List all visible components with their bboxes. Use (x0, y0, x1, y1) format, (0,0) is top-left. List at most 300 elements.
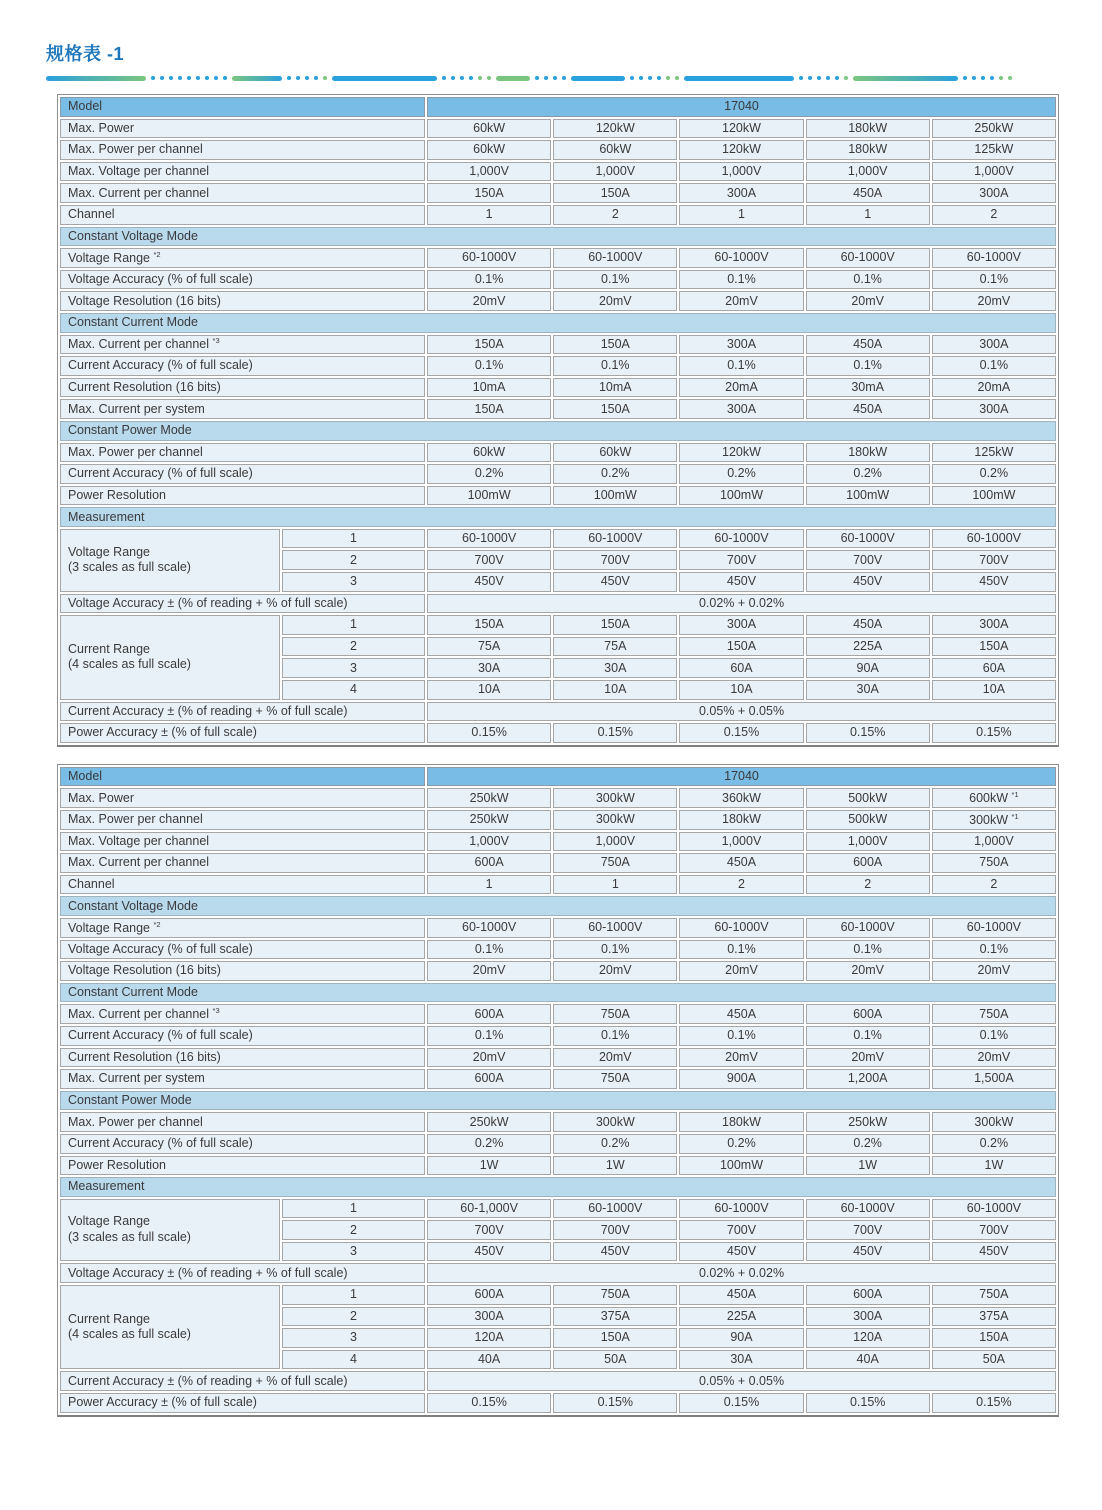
section-row (60, 1177, 1056, 1197)
separator-dash (232, 76, 282, 81)
spec-value: 600A (806, 1285, 930, 1305)
spec-value: 750A (932, 1004, 1056, 1024)
row-label: Current Accuracy ± (% of reading + % of full scale) (60, 1371, 425, 1391)
spec-value: 150A (679, 637, 803, 657)
spec-value: 0.2% (553, 464, 677, 484)
data-row (60, 723, 1056, 743)
separator-dot (666, 76, 670, 80)
decorative-separator (46, 75, 1056, 81)
spec-value: 100mW (806, 486, 930, 506)
spec-value: 0.1% (932, 270, 1056, 290)
group-label-line: (3 scales as full scale) (68, 560, 191, 575)
row-label: Channel (60, 205, 425, 225)
spec-value: 600A (806, 1004, 930, 1024)
section-row (60, 896, 1056, 916)
data-row (60, 810, 1056, 830)
separator-dot (151, 76, 155, 80)
spec-value: 50A (932, 1350, 1056, 1370)
spec-value: 180kW (806, 443, 930, 463)
spec-value: 700V (806, 1220, 930, 1240)
row-label: Model (60, 767, 425, 787)
spec-value: 60-1000V (806, 1199, 930, 1219)
row-label: Max. Current per channel (60, 853, 425, 873)
separator-dot (178, 76, 182, 80)
spec-value: 120kW (679, 443, 803, 463)
spec-value: 2 (806, 875, 930, 895)
spec-value: 60-1000V (553, 248, 677, 268)
row-label: Voltage Range $^{*2}$ (60, 918, 425, 938)
data-row (60, 205, 1056, 225)
span-row (60, 1263, 1056, 1283)
spec-value: 120A (427, 1328, 551, 1348)
spec-value: 450V (427, 1242, 551, 1262)
spec-value: 10A (427, 680, 551, 700)
row-label: Current Accuracy (% of full scale) (60, 1134, 425, 1154)
spec-value: 60-1000V (932, 248, 1056, 268)
section-row (60, 983, 1056, 1003)
spec-value: 300A (932, 183, 1056, 203)
separator-dot (535, 76, 539, 80)
scale-number: 3 (282, 1328, 425, 1348)
spec-value: 0.2% (427, 1134, 551, 1154)
spec-value: 1 (679, 205, 803, 225)
spec-value: 750A (932, 853, 1056, 873)
section-row (60, 313, 1056, 333)
spec-value: 300kW (553, 1112, 677, 1132)
spec-value: 450V (553, 1242, 677, 1262)
data-row (60, 1026, 1056, 1046)
spec-value: 2 (553, 205, 677, 225)
separator-dot (544, 76, 548, 80)
spec-table-2 (57, 764, 1059, 1417)
spec-value: 1,000V (553, 832, 677, 852)
section-header: Constant Power Mode (60, 1091, 1056, 1111)
spec-value: 150A (427, 335, 551, 355)
spec-value: 100mW (427, 486, 551, 506)
row-label: Max. Power per channel (60, 810, 425, 830)
spec-value: 0.15% (553, 723, 677, 743)
spec-value: 0.15% (806, 1393, 930, 1413)
spec-value: 60-1,000V (427, 1199, 551, 1219)
scale-number: 4 (282, 680, 425, 700)
separator-dot (160, 76, 164, 80)
separator-dot (1008, 76, 1012, 80)
span-row (60, 1371, 1056, 1391)
separator-dot (630, 76, 634, 80)
scale-number: 4 (282, 1350, 425, 1370)
spec-value: 60-1000V (806, 248, 930, 268)
row-label (60, 1199, 280, 1262)
row-label: Max. Current per system (60, 399, 425, 419)
separator-dot (844, 76, 848, 80)
spec-value: 450V (806, 1242, 930, 1262)
separator-dot (990, 76, 994, 80)
model-row (60, 97, 1056, 117)
data-row (60, 1134, 1056, 1154)
row-label: Voltage Resolution (16 bits) (60, 961, 425, 981)
spec-value: 20mV (553, 961, 677, 981)
data-row (60, 1048, 1056, 1068)
scale-number: 1 (282, 529, 425, 549)
spec-value: 1,000V (932, 162, 1056, 182)
data-row (60, 788, 1056, 808)
spec-value: 600A (427, 853, 551, 873)
spec-value: 0.2% (553, 1134, 677, 1154)
data-row (60, 1004, 1056, 1024)
separator-dot (478, 76, 482, 80)
row-label: Power Accuracy ± (% of full scale) (60, 1393, 425, 1413)
separator-dot (214, 76, 218, 80)
page-header (0, 40, 1102, 81)
row-label: Max. Power per channel (60, 1112, 425, 1132)
spec-value: 450A (679, 853, 803, 873)
spec-value: 150A (932, 1328, 1056, 1348)
model-value: 17040 (427, 767, 1056, 787)
spec-value: 150A (427, 615, 551, 635)
spec-value: 50A (553, 1350, 677, 1370)
spec-value: 0.1% (553, 940, 677, 960)
spec-value: 250kW (427, 810, 551, 830)
scale-number: 2 (282, 550, 425, 570)
data-row (60, 443, 1056, 463)
spec-value: 60-1000V (427, 918, 551, 938)
separator-dot (287, 76, 291, 80)
spec-value: 1 (553, 875, 677, 895)
spec-value: 450A (679, 1004, 803, 1024)
data-row (60, 183, 1056, 203)
spec-value: 0.2% (679, 1134, 803, 1154)
spec-value: 60-1000V (553, 1199, 677, 1219)
spec-value: 0.2% (806, 1134, 930, 1154)
spec-value: 60-1000V (553, 918, 677, 938)
spec-value: 1,000V (679, 162, 803, 182)
spec-value: 250kW (427, 788, 551, 808)
measurement-row (60, 1199, 1056, 1219)
spec-value: 1 (427, 205, 551, 225)
spec-value: 60kW (427, 119, 551, 139)
scale-number: 1 (282, 615, 425, 635)
spec-value: 0.2% (679, 464, 803, 484)
spec-value: 300A (679, 399, 803, 419)
spec-value: 300kW $^{*1}$ (932, 810, 1056, 830)
row-label: Max. Current per channel (60, 183, 425, 203)
spec-value: 20mV (427, 291, 551, 311)
spec-value: 750A (553, 853, 677, 873)
row-label: Current Accuracy ± (% of reading + % of full scale) (60, 702, 425, 722)
spec-value: 1,000V (806, 162, 930, 182)
spec-value: 0.1% (427, 940, 551, 960)
spec-value: 0.1% (679, 270, 803, 290)
spec-value: 360kW (679, 788, 803, 808)
section-header: Constant Current Mode (60, 313, 1056, 333)
group-label-line: (4 scales as full scale) (68, 657, 191, 672)
spec-value: 300A (932, 335, 1056, 355)
spec-value: 450V (679, 1242, 803, 1262)
row-label: Max. Power per channel (60, 443, 425, 463)
row-label: Voltage Range $^{*2}$ (60, 248, 425, 268)
spec-value: 180kW (679, 1112, 803, 1132)
spec-value: 300A (679, 183, 803, 203)
spec-value: 600A (427, 1069, 551, 1089)
scale-number: 3 (282, 572, 425, 592)
row-label: Max. Current per channel $^{*3}$ (60, 335, 425, 355)
spec-value: 120kW (553, 119, 677, 139)
spec-value: 0.1% (806, 940, 930, 960)
row-label: Power Resolution (60, 1156, 425, 1176)
separator-dash (684, 76, 794, 81)
spec-value: 375A (932, 1307, 1056, 1327)
spec-value: 60-1000V (932, 529, 1056, 549)
data-row (60, 399, 1056, 419)
spec-value: 60kW (553, 140, 677, 160)
spec-value: 180kW (806, 119, 930, 139)
spec-value: 300A (932, 615, 1056, 635)
data-row (60, 335, 1056, 355)
spec-value: 450A (806, 183, 930, 203)
data-row (60, 1156, 1056, 1176)
spec-value: 750A (932, 1285, 1056, 1305)
spec-value: 1W (806, 1156, 930, 1176)
row-label: Model (60, 97, 425, 117)
spec-value: 300A (679, 335, 803, 355)
section-header: Measurement (60, 507, 1056, 527)
data-row (60, 356, 1056, 376)
spec-value: 0.15% (932, 1393, 1056, 1413)
row-label: Voltage Accuracy ± (% of reading + % of full scale) (60, 1263, 425, 1283)
spec-value: 60-1000V (427, 248, 551, 268)
spec-value: 0.02% + 0.02% (427, 1263, 1056, 1283)
separator-dot (657, 76, 661, 80)
separator-dot (675, 76, 679, 80)
spec-value: 20mV (806, 961, 930, 981)
section-header: Constant Voltage Mode (60, 896, 1056, 916)
row-label: Current Accuracy (% of full scale) (60, 1026, 425, 1046)
spec-value: 250kW (806, 1112, 930, 1132)
spec-value: 0.1% (553, 270, 677, 290)
spec-value: 120kW (679, 119, 803, 139)
spec-value: 60kW (427, 443, 551, 463)
spec-value: 20mV (427, 961, 551, 981)
spec-value: 1,200A (806, 1069, 930, 1089)
spec-value: 120A (806, 1328, 930, 1348)
spec-value: 90A (806, 658, 930, 678)
model-row (60, 767, 1056, 787)
spec-value: 2 (932, 875, 1056, 895)
data-row (60, 162, 1056, 182)
data-row (60, 918, 1056, 938)
spec-value: 0.2% (932, 1134, 1056, 1154)
separator-dot (323, 76, 327, 80)
spec-value: 0.1% (806, 1026, 930, 1046)
row-label: Current Resolution (16 bits) (60, 1048, 425, 1068)
section-row (60, 1091, 1056, 1111)
spec-value: 100mW (679, 486, 803, 506)
separator-dot (187, 76, 191, 80)
spec-value: 700V (679, 1220, 803, 1240)
spec-value: 20mV (806, 291, 930, 311)
spec-value: 150A (553, 335, 677, 355)
row-label: Voltage Accuracy ± (% of reading + % of full scale) (60, 594, 425, 614)
row-label: Current Accuracy (% of full scale) (60, 464, 425, 484)
spec-value: 0.15% (806, 723, 930, 743)
spec-value: 700V (427, 550, 551, 570)
spec-value: 60-1000V (553, 529, 677, 549)
row-label: Max. Power (60, 119, 425, 139)
spec-value: 60-1000V (806, 918, 930, 938)
data-row (60, 140, 1056, 160)
spec-value: 500kW (806, 788, 930, 808)
spec-value: 60kW (553, 443, 677, 463)
spec-value: 0.2% (932, 464, 1056, 484)
section-row (60, 421, 1056, 441)
separator-dot (826, 76, 830, 80)
row-label: Max. Power (60, 788, 425, 808)
spec-value: 250kW (427, 1112, 551, 1132)
spec-value: 1 (806, 205, 930, 225)
spec-value: 0.1% (427, 1026, 551, 1046)
spec-value: 450A (806, 399, 930, 419)
spec-value: 60-1000V (679, 918, 803, 938)
spec-value: 300kW (553, 788, 677, 808)
separator-dot (562, 76, 566, 80)
spec-value: 0.05% + 0.05% (427, 702, 1056, 722)
data-row (60, 1069, 1056, 1089)
model-value: 17040 (427, 97, 1056, 117)
spec-value: 20mV (553, 1048, 677, 1068)
spec-value: 40A (427, 1350, 551, 1370)
spec-value: 20mV (553, 291, 677, 311)
separator-dot (305, 76, 309, 80)
row-label: Max. Voltage per channel (60, 162, 425, 182)
separator-dot (553, 76, 557, 80)
spec-value: 30A (679, 1350, 803, 1370)
row-label: Voltage Accuracy (% of full scale) (60, 270, 425, 290)
scale-number: 3 (282, 1242, 425, 1262)
spec-value: 20mV (679, 1048, 803, 1068)
separator-dash (853, 76, 958, 81)
spec-value: 150A (553, 183, 677, 203)
spec-value: 0.15% (679, 1393, 803, 1413)
data-row (60, 832, 1056, 852)
separator-dot (442, 76, 446, 80)
spec-value: 300A (932, 399, 1056, 419)
spec-value: 125kW (932, 140, 1056, 160)
scale-number: 1 (282, 1285, 425, 1305)
group-label-line: Voltage Range (68, 544, 151, 559)
spec-value: 0.1% (679, 1026, 803, 1046)
spec-value: 60-1000V (806, 529, 930, 549)
spec-value: 500kW (806, 810, 930, 830)
separator-dot (296, 76, 300, 80)
group-label-line: (3 scales as full scale) (68, 1230, 191, 1245)
row-label: Current Resolution (16 bits) (60, 378, 425, 398)
data-row (60, 853, 1056, 873)
data-row (60, 378, 1056, 398)
spec-value: 150A (932, 637, 1056, 657)
spec-value: 300kW (553, 810, 677, 830)
spec-value: 100mW (932, 486, 1056, 506)
spec-value: 1,000V (553, 162, 677, 182)
spec-value: 450V (932, 572, 1056, 592)
spec-value: 750A (553, 1069, 677, 1089)
separator-dot (205, 76, 209, 80)
section-row (60, 227, 1056, 247)
data-row (60, 1112, 1056, 1132)
row-label: Power Accuracy ± (% of full scale) (60, 723, 425, 743)
spec-value: 10mA (553, 378, 677, 398)
spec-value: 0.1% (679, 356, 803, 376)
spec-value: 0.1% (932, 940, 1056, 960)
spec-value: 0.02% + 0.02% (427, 594, 1056, 614)
spec-value: 60-1000V (679, 529, 803, 549)
spec-value: 180kW (806, 140, 930, 160)
separator-dot (981, 76, 985, 80)
separator-dash (571, 76, 625, 81)
spec-value: 600A (427, 1004, 551, 1024)
spec-value: 125kW (932, 443, 1056, 463)
spec-value: 0.1% (932, 1026, 1056, 1046)
data-row (60, 270, 1056, 290)
spec-value: 0.1% (806, 356, 930, 376)
spec-value: 2 (932, 205, 1056, 225)
spec-value: 180kW (679, 810, 803, 830)
spec-value: 60kW (427, 140, 551, 160)
spec-value: 30mA (806, 378, 930, 398)
spec-value: 0.15% (427, 723, 551, 743)
spec-value: 1W (932, 1156, 1056, 1176)
spec-value: 375A (553, 1307, 677, 1327)
spec-value: 700V (932, 1220, 1056, 1240)
spec-value: 60-1000V (932, 918, 1056, 938)
spec-value: 250kW (932, 119, 1056, 139)
spec-value: 30A (553, 658, 677, 678)
spec-value: 1,500A (932, 1069, 1056, 1089)
spec-value: 0.1% (553, 356, 677, 376)
spec-value: 300A (679, 615, 803, 635)
separator-dot (451, 76, 455, 80)
scale-number: 1 (282, 1199, 425, 1219)
spec-value: 450V (553, 572, 677, 592)
spec-value: 30A (806, 680, 930, 700)
spec-value: 2 (679, 875, 803, 895)
row-label (60, 1285, 280, 1369)
spec-value: 75A (553, 637, 677, 657)
row-label (60, 529, 280, 592)
spec-value: 0.05% + 0.05% (427, 1371, 1056, 1391)
spec-value: 10A (932, 680, 1056, 700)
row-label: Channel (60, 875, 425, 895)
spec-value: 10mA (427, 378, 551, 398)
spec-value: 300A (427, 1307, 551, 1327)
spec-value: 40A (806, 1350, 930, 1370)
spec-tables-container (57, 94, 1102, 1417)
measurement-row (60, 1285, 1056, 1305)
separator-dot (817, 76, 821, 80)
spec-value: 0.1% (679, 940, 803, 960)
section-row (60, 507, 1056, 527)
spec-value: 60-1000V (679, 248, 803, 268)
separator-dot (808, 76, 812, 80)
row-label (60, 615, 280, 699)
spec-value: 60A (932, 658, 1056, 678)
row-label: Power Resolution (60, 486, 425, 506)
spec-value: 0.15% (553, 1393, 677, 1413)
spec-value: 1,000V (679, 832, 803, 852)
spec-value: 0.1% (806, 270, 930, 290)
separator-dot (469, 76, 473, 80)
spec-value: 120kW (679, 140, 803, 160)
spec-value: 300kW (932, 1112, 1056, 1132)
